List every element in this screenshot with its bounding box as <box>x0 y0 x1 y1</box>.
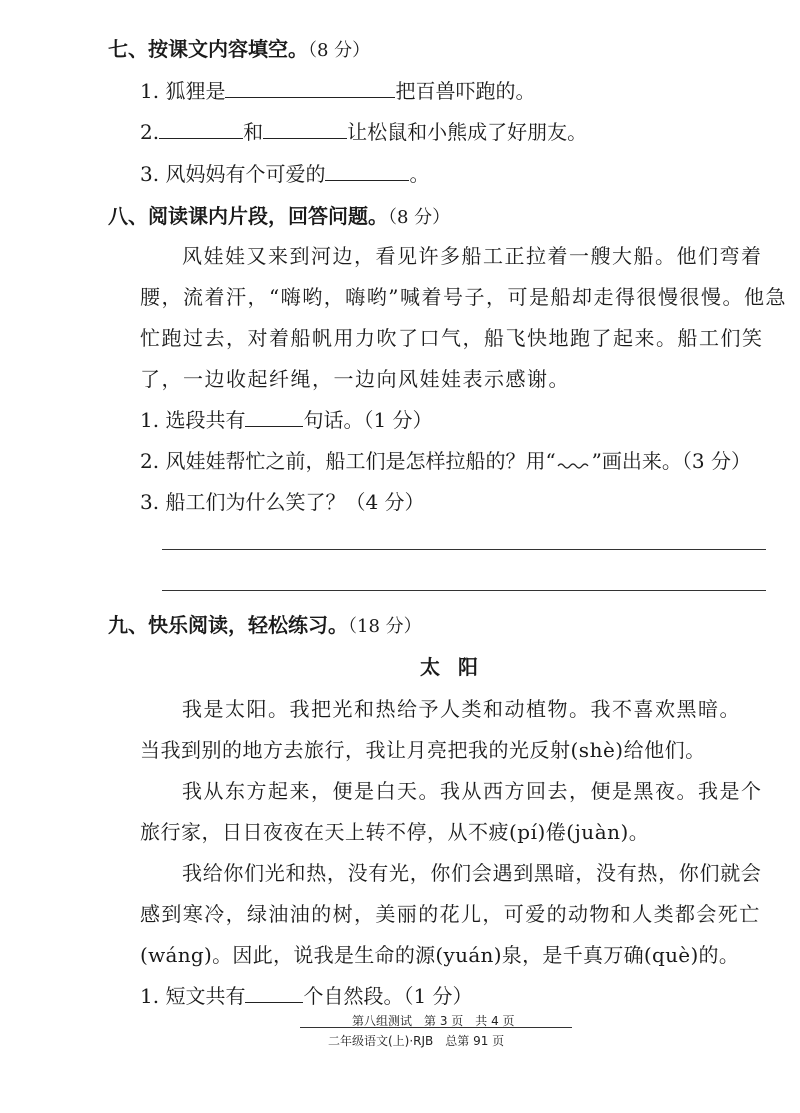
s7-question-1 <box>140 75 535 104</box>
section-9-heading <box>108 609 422 638</box>
s7-q1-prefix: 1. 狐狸是 <box>140 79 226 103</box>
s7-q1-suffix: 把百兽吓跑的。 <box>395 79 536 103</box>
s9-line-2: 当我到别的地方去旅行，我让月亮把我的光反射(shè)给他们。 <box>140 738 706 762</box>
s9-question-1 <box>140 980 473 1009</box>
section-8-points: （8 分） <box>388 207 451 228</box>
s8-passage-line-1: 风娃娃又来到河边，看见许多船工正拉着一艘大船。他们弯着 <box>182 244 763 268</box>
s9-line-1: 我是太阳。我把光和热给予人类和动植物。我不喜欢黑暗。 <box>182 697 741 721</box>
wavy-line-icon <box>556 456 592 472</box>
section-8-heading <box>108 200 450 229</box>
section-7-points: （8 分） <box>308 40 371 61</box>
s7-q3-blank[interactable] <box>325 162 409 181</box>
answer-line-2[interactable] <box>162 590 766 591</box>
section-9-title: 九、快乐阅读，轻松练习。 <box>108 613 348 637</box>
s7-q3-prefix: 3. 风妈妈有个可爱的 <box>140 162 326 186</box>
s7-q2-blank-1[interactable] <box>159 120 243 139</box>
s8-passage-line-4: 了，一边收起纤绳，一边向风娃娃表示感谢。 <box>140 367 570 391</box>
s9-q1-blank[interactable] <box>245 984 303 1003</box>
s7-q2-blank-2[interactable] <box>263 120 347 139</box>
s7-question-2 <box>140 116 587 145</box>
section-7-heading <box>108 33 370 62</box>
footer-divider <box>300 1027 572 1028</box>
s9-line-6: 感到寒冷，绿油油的树，美丽的花儿，可爱的动物和人类都会死亡 <box>140 902 761 926</box>
s9-q1-prefix: 1. 短文共有 <box>140 984 246 1008</box>
s9-line-3: 我从东方起来，便是白天。我从西方回去，便是黑夜。我是个 <box>182 779 763 803</box>
footer-page-info: 第八组测试 第 3 页 共 4 页 <box>352 1014 515 1028</box>
s7-q2-prefix: 2. <box>140 120 160 144</box>
answer-line-1[interactable] <box>162 549 766 550</box>
s9-q1-suffix: 个自然段。（1 分） <box>303 984 473 1008</box>
section-7-title: 七、按课文内容填空。 <box>108 37 308 61</box>
s8-question-3: 3. 船工们为什么笑了？（4 分） <box>140 490 425 514</box>
section-9-points: （18 分） <box>348 616 422 637</box>
passage-title: 太阳 <box>420 655 496 679</box>
s9-line-5: 我给你们光和热，没有光，你们会遇到黑暗，没有热，你们就会 <box>182 861 762 885</box>
s8-passage-line-3: 忙跑过去，对着船帆用力吹了口气，船飞快地跑了起来。船工们笑 <box>140 326 764 350</box>
section-8-title: 八、阅读课内片段，回答问题。 <box>108 204 388 228</box>
s8-q1-suffix: 句话。（1 分） <box>303 408 433 432</box>
s8-q1-prefix: 1. 选段共有 <box>140 408 246 432</box>
s7-q2-mid: 和 <box>243 120 264 144</box>
s9-line-4: 旅行家，日日夜夜在天上转不停，从不疲(pí)倦(juàn)。 <box>140 820 650 844</box>
s8-question-2 <box>140 445 751 474</box>
footer-book-info: 二年级语文(上)·RJB 总第 91 页 <box>328 1034 505 1048</box>
s8-question-1 <box>140 404 433 433</box>
s8-q2-prefix: 2. 风娃娃帮忙之前，船工们是怎样拉船的？用“ <box>140 449 556 473</box>
s8-passage-line-2: 腰，流着汗，“嗨哟，嗨哟”喊着号子，可是船却走得很慢很慢。他急 <box>140 285 787 309</box>
s9-line-7: (wáng)。因此，说我是生命的源(yuán)泉，是千真万确(què)的。 <box>140 943 740 967</box>
s7-q3-suffix: 。 <box>409 162 430 186</box>
s8-q1-blank[interactable] <box>245 408 303 427</box>
s7-q1-blank[interactable] <box>225 79 395 98</box>
s8-q2-suffix: ”画出来。（3 分） <box>591 449 751 473</box>
s7-question-3 <box>140 158 429 187</box>
s7-q2-suffix: 让松鼠和小熊成了好朋友。 <box>347 120 588 144</box>
